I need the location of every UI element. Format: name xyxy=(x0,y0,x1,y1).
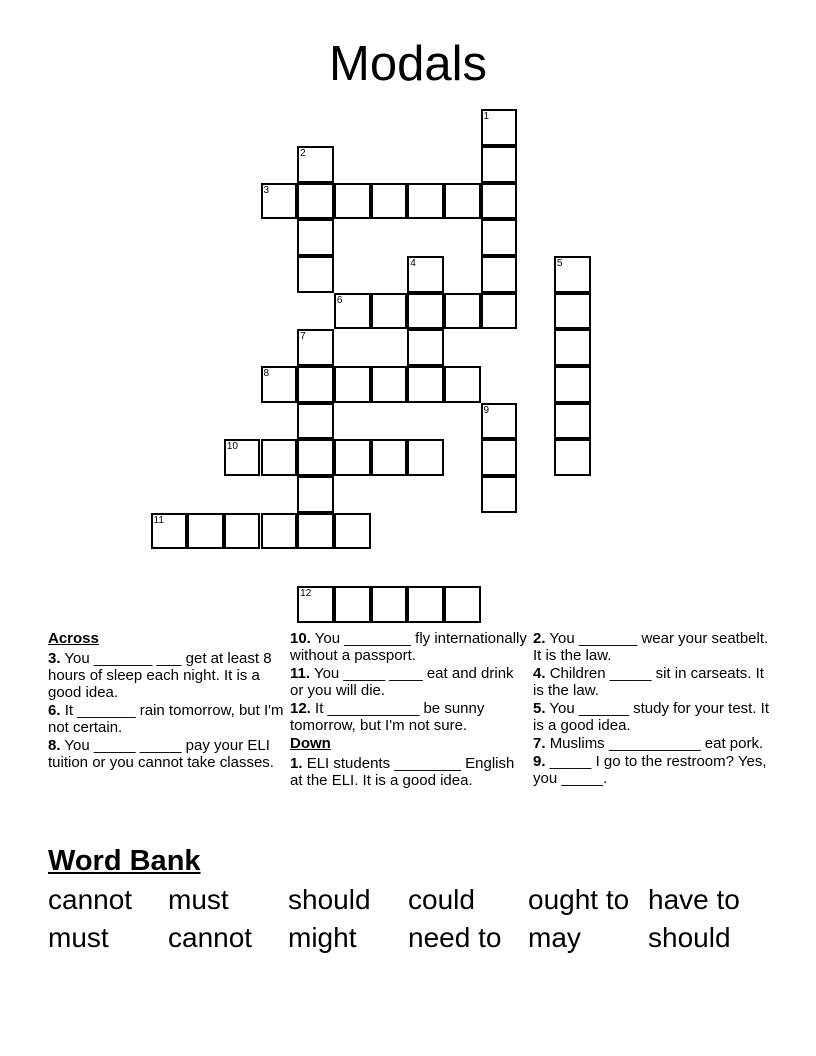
crossword-cell[interactable] xyxy=(481,293,518,330)
clue-text: You _______ ___ get at least 8 hours of sleep each night. It is a good idea. xyxy=(48,650,272,701)
crossword-cell[interactable] xyxy=(371,293,408,330)
clue-number: 2. xyxy=(533,630,546,647)
crossword-cell[interactable] xyxy=(554,403,591,440)
crossword-cell[interactable] xyxy=(481,219,518,256)
crossword-cell[interactable] xyxy=(407,439,444,476)
clue-number-label: 9 xyxy=(483,404,490,416)
clue-number: 7. xyxy=(533,735,546,752)
crossword-cell[interactable] xyxy=(407,366,444,403)
crossword-cell[interactable] xyxy=(407,293,444,330)
crossword-cell[interactable] xyxy=(371,366,408,403)
clue-number-label: 3 xyxy=(263,184,270,196)
crossword-cell[interactable] xyxy=(187,513,224,550)
crossword-cell[interactable] xyxy=(407,329,444,366)
clue-number-label: 1 xyxy=(483,111,490,123)
crossword-cell[interactable] xyxy=(334,439,371,476)
clue-down-1 xyxy=(290,755,530,789)
word-bank-item: might xyxy=(288,922,357,953)
crossword-cell[interactable] xyxy=(297,403,334,440)
crossword-cell[interactable] xyxy=(407,586,444,623)
crossword-cell[interactable] xyxy=(297,183,334,220)
clue-text: It ___________ be sunny tomorrow, but I'm not sure. xyxy=(290,700,485,734)
clue-text: Children _____ sit in carseats. It is the law. xyxy=(533,665,764,699)
word-bank-item: must xyxy=(168,884,229,915)
clue-text: You ______ study for your test. It is a good idea. xyxy=(533,700,770,734)
crossword-cell[interactable] xyxy=(371,183,408,220)
clue-across-11 xyxy=(290,665,530,699)
across-heading: Across xyxy=(48,630,99,647)
crossword-cell[interactable] xyxy=(297,256,334,293)
word-bank-item: ought to xyxy=(528,884,630,915)
clue-down-9 xyxy=(533,753,773,787)
crossword-cell[interactable] xyxy=(554,293,591,330)
crossword-cell[interactable] xyxy=(407,256,444,293)
crossword-cell[interactable] xyxy=(297,219,334,256)
crossword-cell[interactable] xyxy=(297,586,334,623)
clue-number: 3. xyxy=(48,650,61,667)
clue-across-3 xyxy=(48,650,288,701)
clue-down-4 xyxy=(533,665,773,699)
clue-number-label: 6 xyxy=(336,294,343,306)
clue-number: 10. xyxy=(290,630,311,647)
word-bank-item: need to xyxy=(408,922,502,953)
clue-number: 8. xyxy=(48,737,61,754)
clue-number-label: 11 xyxy=(153,514,164,526)
page-title: Modals xyxy=(329,37,487,91)
crossword-cell[interactable] xyxy=(407,183,444,220)
clue-number-label: 8 xyxy=(263,367,270,379)
word-bank-item: have to xyxy=(648,884,740,915)
word-bank-title: Word Bank xyxy=(48,845,201,877)
clue-text: You ________ fly internationally without a passport. xyxy=(290,630,527,664)
clues-column-3 xyxy=(533,630,773,788)
crossword-cell[interactable] xyxy=(224,439,261,476)
crossword-cell[interactable] xyxy=(261,366,298,403)
clue-down-7 xyxy=(533,735,773,752)
word-bank-item: could xyxy=(408,884,475,915)
crossword-cell[interactable] xyxy=(371,586,408,623)
clue-number-label: 12 xyxy=(300,588,312,599)
word-bank-item: cannot xyxy=(48,884,133,915)
crossword-cell[interactable] xyxy=(261,183,298,220)
crossword-cell[interactable] xyxy=(481,403,518,440)
crossword-cell[interactable] xyxy=(481,256,518,293)
crossword-cell[interactable] xyxy=(297,513,334,550)
crossword-cell[interactable] xyxy=(297,439,334,476)
clue-text: You _____ ____ eat and drink or you will die. xyxy=(290,665,514,699)
clue-number-label: 4 xyxy=(410,257,416,269)
word-bank-item: cannot xyxy=(168,922,253,953)
clue-across-6 xyxy=(48,702,288,736)
clues-column-1 xyxy=(48,630,288,772)
clue-across-10 xyxy=(290,630,530,664)
clue-number-label: 7 xyxy=(300,331,306,343)
crossword-cell[interactable] xyxy=(481,183,518,220)
crossword-cell[interactable] xyxy=(334,183,371,220)
word-bank-item: must xyxy=(48,922,109,953)
crossword-cell[interactable] xyxy=(554,439,591,476)
crossword-cell[interactable] xyxy=(481,146,518,183)
crossword-cell[interactable] xyxy=(334,586,371,623)
crossword-cell[interactable] xyxy=(554,256,591,293)
clue-text: You _______ wear your seatbelt. It is the law. xyxy=(533,630,769,664)
clue-number: 11. xyxy=(290,665,311,682)
clue-number: 4. xyxy=(533,665,546,682)
crossword-cell[interactable] xyxy=(297,476,334,513)
crossword-cell[interactable] xyxy=(371,439,408,476)
crossword-cell[interactable] xyxy=(297,146,334,183)
crossword-cell[interactable] xyxy=(261,513,298,550)
crossword-cell[interactable] xyxy=(261,439,298,476)
clue-number: 12. xyxy=(290,700,311,717)
crossword-cell[interactable] xyxy=(481,109,518,146)
clue-across-12 xyxy=(290,700,530,734)
clue-across-8 xyxy=(48,737,288,771)
word-bank-item: may xyxy=(528,922,581,953)
clues-column-2 xyxy=(290,630,530,790)
crossword-cell[interactable] xyxy=(444,183,481,220)
clue-number-label: 2 xyxy=(300,147,306,159)
clue-number: 9. xyxy=(533,753,546,770)
clue-text: ELI students ________ English at the ELI. It is a good idea. xyxy=(290,755,515,789)
crossword-cell[interactable] xyxy=(481,439,518,476)
clue-text: Muslims ___________ eat pork. xyxy=(549,735,764,752)
crossword-cell[interactable] xyxy=(444,586,481,623)
crossword-cell[interactable] xyxy=(334,513,371,550)
crossword-cell[interactable] xyxy=(444,366,481,403)
clue-text: _____ I go to the restroom? Yes, you _____. xyxy=(533,753,767,787)
clue-number: 5. xyxy=(533,700,546,717)
word-bank-item: should xyxy=(288,884,371,915)
clue-text: It _______ rain tomorrow, but I'm not certain. xyxy=(48,702,284,736)
clue-down-2 xyxy=(533,630,773,664)
clue-down-5 xyxy=(533,700,773,734)
crossword-cell[interactable] xyxy=(481,476,518,513)
crossword-cell[interactable] xyxy=(151,513,188,550)
crossword-cell[interactable] xyxy=(224,513,261,550)
crossword-cell[interactable] xyxy=(554,366,591,403)
clue-number: 1. xyxy=(290,755,303,772)
crossword-cell[interactable] xyxy=(554,329,591,366)
crossword-cell[interactable] xyxy=(444,293,481,330)
crossword-cell[interactable] xyxy=(297,366,334,403)
down-heading: Down xyxy=(290,735,331,752)
clue-number: 6. xyxy=(48,702,61,719)
crossword-cell[interactable] xyxy=(334,293,371,330)
crossword-cell[interactable] xyxy=(334,366,371,403)
crossword-cell[interactable] xyxy=(297,329,334,366)
clue-number-label: 5 xyxy=(556,257,563,269)
clue-number-label: 10 xyxy=(226,441,238,453)
clue-text: You _____ _____ pay your ELI tuition or you cannot take classes. xyxy=(48,737,274,771)
word-bank-item: should xyxy=(648,922,731,953)
